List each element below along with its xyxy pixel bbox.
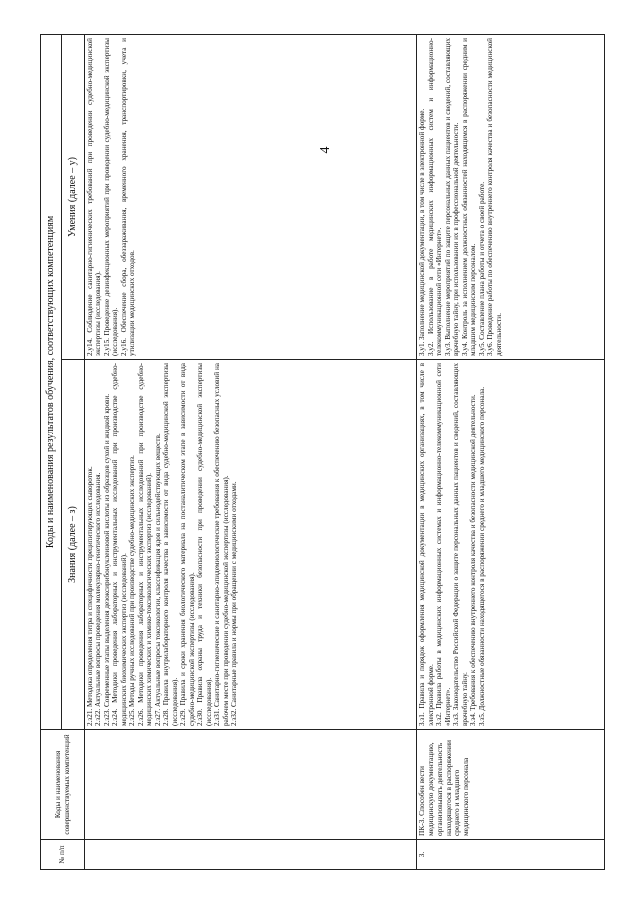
skill-item: 3.у5. Составление плана работы и отчета о своей работе. [477,181,486,356]
rotated-table-container [40,35,605,870]
row-number [85,840,417,870]
knowledge-item: 3.з3. Законодательство Российской Федерации о защите персональных данных пациентов и сведений, составляющих врачебную тайну. [452,363,469,726]
knowledge-item: 2.з21. Методика определения титра и специфичности преципитирующих сывороток. [86,466,94,726]
skill-item: 3.у4. Контроль за исполнением должностных обязанностей находящимся в распоряжении средним и младшим медицинским персоналом. [460,37,478,356]
col-skills-header: Умения (далее – у) [62,34,85,359]
knowledge-item: 2.з22. Актуальные вопросы проведения молекулярно-генетического исследования. [94,472,103,726]
col-knowledge-header: Знания (далее – з) [62,360,85,730]
table-row [85,34,417,869]
knowledge-item: 2.з30. Правила охраны труда и техники безопасности при проведении судебно-медицинской экспертизы (исследования). [196,363,213,726]
knowledge-item: 2.з26. Методики проведения лабораторных и инструментальных исследований при производстве судебно-медицинских химических и химико-токсикологических экспертиз (исследований). [136,363,154,726]
competence-cell: ПК-3. Способен вести медицинскую документацию, организовывать деятельность находящегося в распоряжении среднего и младшего медицинского персонала [417,730,605,840]
knowledge-cell [85,360,417,730]
knowledge-item: 2.з32. Санитарные правила и нормы при обращении с медицинскими отходами. [230,481,239,726]
skill-item: 3.у6. Проведение работы по обеспечению внутреннего контроля качества и безопасности медицинской деятельности. [486,37,503,356]
table-header-row-1 [41,34,62,869]
skills-cell [85,34,417,359]
skill-item: 3.у1. Заполнение медицинской документации, в том числе в электронной форме. [418,108,427,356]
col-codes-header: Коды и наименования совершенствуемых компетенций [41,730,85,840]
knowledge-item: 3.з5. Должностные обязанности находящегося в распоряжении среднего и младшего медицинского персонала. [477,386,486,726]
skill-item: 3.у3. Выполнение мероприятий по защите персональных данных пациентов и сведений, составляющих врачебную тайну, при использовании их в профессиональной деятельности. [443,37,461,356]
skill-item: 2.у14. Соблюдение санитарно-гигиенических требований при проведении судебно-медицинской экспертизы (исследования). [86,37,103,356]
skills-cell [417,34,605,359]
table-row [417,34,605,869]
competence-cell [85,730,417,840]
knowledge-item: 2.з29. Правила и сроки хранения биологического материала на постаналитическом этапе в зависимости от вида судебно-медицинской экспертизы (исследования). [179,363,196,726]
knowledge-item: 2.з28. Правила внутрилабораторного контроля качества в зависимости от вида судебно-медицинской экспертизы (исследования). [162,363,179,726]
knowledge-item: 3.з4. Требования к обеспечению внутреннего контроля качества и безопасности медицинской деятельности. [469,394,478,726]
skill-item: 3.у2. Использование в работе медицинских информационных систем и информационно-телекоммуникационной сети «Интернет». [426,37,444,356]
skill-item: 2.у15. Проведение дезинфекционных мероприятий при проведении судебно-медицинской экспертизы (исследования). [102,37,120,356]
knowledge-item: 2.з25. Методы ручных исследований при производстве судебно-медицинских экспертиз. [128,455,137,726]
competence-table [40,34,605,870]
results-group-header: Коды и наименования результатов обучения, соответствующих компетенциям [41,34,62,729]
knowledge-item: 2.з31. Санитарно-гигиенические и санитарно-эпидемиологические требования к обеспечению безопасных условий на рабочем месте при проведении судебно-медицинской экспертизы (исследования). [213,363,230,726]
page-number: 4 [318,146,333,154]
knowledge-cell [417,360,605,730]
knowledge-item: 3.з2. Правила работы в медицинских информационных системах и информационно-телекоммуникационной сети «Интернет». [435,363,452,726]
col-num-header: № п/п [41,840,85,870]
knowledge-item: 2.з23. Современные этапы выделения дезоксирибонуклеиновой кислоты из образцов сухой и жидкой крови. [102,393,111,726]
knowledge-item: 2.з27. Актуальные вопросы токсикологии, классификация ядов и сильнодействующих веществ. [153,433,162,726]
skill-item: 2.у16. Обеспечение сбора, обеззараживания, временного хранения, транспортировки, учета и утилизации медицинских отходов. [119,37,137,356]
knowledge-item: 2.з24. Методики проведения лабораторных и инструментальных исследований при производстве судебно-медицинских биохимических экспертиз (исследований). [111,363,128,726]
knowledge-item: 3.з1. Правила и порядок оформления медицинской документации в медицинских организациях, в том числе в электронной форме. [418,363,435,726]
row-number: 3. [417,840,605,870]
